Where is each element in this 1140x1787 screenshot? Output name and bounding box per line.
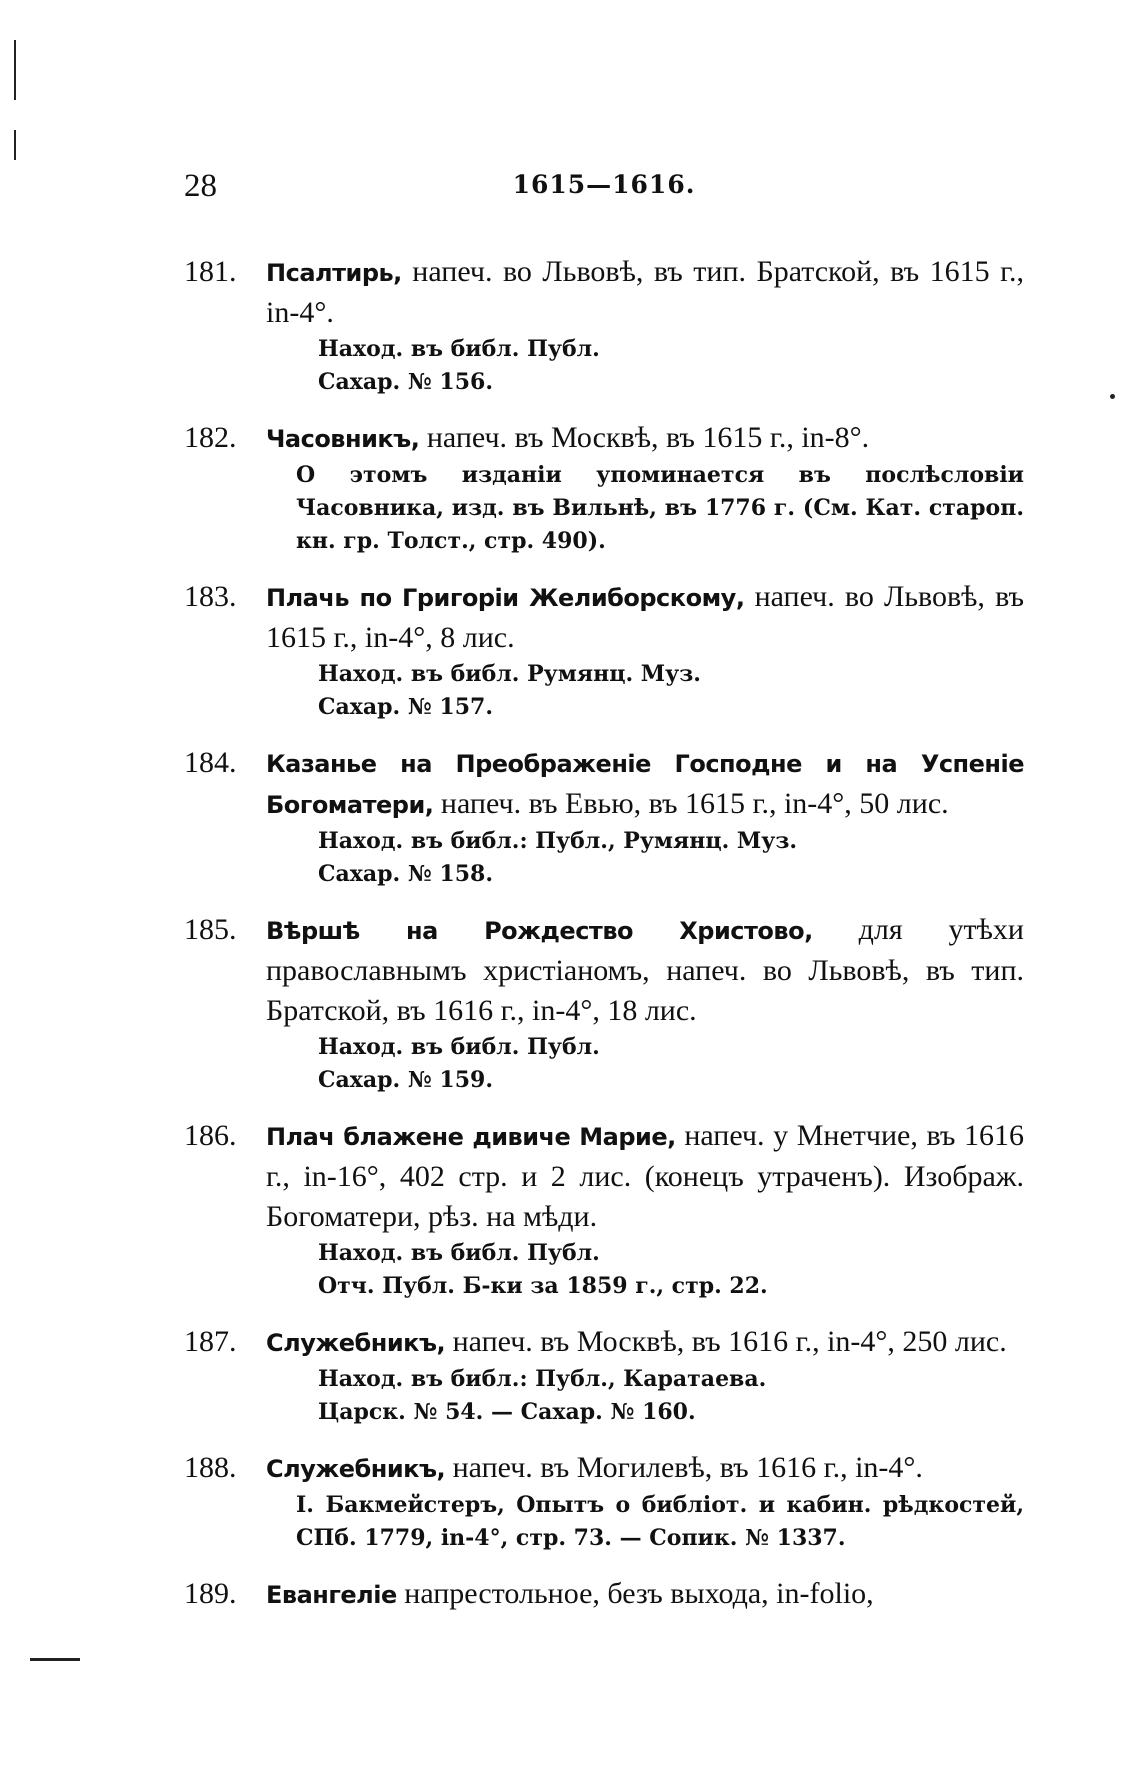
entry-title: Служебникъ, xyxy=(266,1455,446,1483)
entry-title: Плач блажене дивиче Марие, xyxy=(266,1123,676,1151)
entry-number: 189. xyxy=(184,1577,237,1610)
entry-184 xyxy=(184,743,1024,891)
entry-text: напеч. въ Могилевѣ, въ 1616 г., in-4°. xyxy=(445,1451,923,1484)
entry-note: Наход. въ библ.: Публ., Румянц. Муз. xyxy=(318,828,798,854)
entry-number: 186. xyxy=(184,1119,237,1152)
entry-183 xyxy=(184,577,1024,724)
entry-note: Сахар. № 158. xyxy=(318,861,493,887)
entry-181 xyxy=(184,252,1024,399)
entry-title: Служебникъ, xyxy=(266,1329,446,1357)
entry-title: Псалтирь, xyxy=(266,259,402,287)
entry-number: 181. xyxy=(184,255,237,288)
entry-title: Часовникъ, xyxy=(266,425,420,453)
entry-title: Плачь по Григоріи Желиборскому, xyxy=(266,584,745,612)
entry-187 xyxy=(184,1322,1024,1429)
entry-text: напрестольное, безъ выхода, in-folio, xyxy=(396,1577,874,1610)
entry-note: Отч. Публ. Б-ки за 1859 г., стр. 22. xyxy=(318,1273,768,1299)
page-number: 28 xyxy=(184,168,217,204)
entry-number: 183. xyxy=(184,580,237,613)
running-head: 1615—1616. xyxy=(512,170,696,199)
entry-182 xyxy=(184,418,1024,558)
entry-note: Наход. въ библ. Публ. xyxy=(318,1034,600,1060)
entry-text: напеч. у Мнетчие, въ 1616 г., in-16°, 402 стр. и 2 лис. (конецъ утраченъ). Изображ. Богоматери, рѣз. на мѣди. xyxy=(266,1119,1024,1233)
scan-margin-line xyxy=(14,40,16,100)
entry-title: Евангеліе xyxy=(266,1581,397,1609)
entry-note: Сахар. № 157. xyxy=(318,694,493,720)
entry-number: 188. xyxy=(184,1451,237,1484)
entry-186 xyxy=(184,1116,1024,1303)
bibliography-entries xyxy=(184,252,1024,1634)
entry-number: 184. xyxy=(184,746,237,779)
entry-188 xyxy=(184,1448,1024,1555)
scan-margin-line xyxy=(14,130,16,160)
entry-text: напеч. въ Евью, въ 1615 г., in-4°, 50 лис. xyxy=(433,787,949,820)
entry-title: Вѣршѣ на Рождество Христово, xyxy=(266,917,813,945)
entry-text: напеч. во Львовѣ, въ 1615 г., in-4°, 8 лис. xyxy=(266,580,1024,654)
entry-note: Сахар. № 159. xyxy=(318,1067,493,1093)
entry-note: І. Бакмейстеръ, Опытъ о библіот. и кабин. рѣдкостей, СПб. 1779, in-4°, стр. 73. — Сопик. № 1337. xyxy=(296,1492,1024,1551)
entry-number: 187. xyxy=(184,1325,237,1358)
page-header xyxy=(184,168,1024,218)
entry-note: Сахар. № 156. xyxy=(318,369,493,395)
entry-number: 182. xyxy=(184,421,237,454)
entry-text: напеч. въ Москвѣ, въ 1615 г., in-8°. xyxy=(419,421,870,454)
entry-note: Царск. № 54. — Сахар. № 160. xyxy=(318,1399,696,1425)
entry-title: Казанье на Преображеніе Господне и на Успеніе Богоматери, xyxy=(266,750,1024,819)
entry-note: О этомъ изданіи упоминается въ послѣсловіи Часовника, изд. въ Вильнѣ, въ 1776 г. (См. Кат. староп. кн. гр. Толст., стр. 490). xyxy=(296,462,1024,554)
entry-number: 185. xyxy=(184,913,237,946)
entry-text: напеч. въ Москвѣ, въ 1616 г., in-4°, 250 лис. xyxy=(445,1325,1007,1358)
entry-189 xyxy=(184,1574,1024,1615)
entry-note: Наход. въ библ. Публ. xyxy=(318,336,600,362)
scan-speck xyxy=(1110,394,1115,399)
scan-smudge xyxy=(30,1658,80,1661)
entry-185 xyxy=(184,910,1024,1097)
entry-text: напеч. во Львовѣ, въ тип. Братской, въ 1615 г., in-4°. xyxy=(266,255,1024,329)
entry-text: для утѣхи православнымъ христіаномъ, напеч. во Львовѣ, въ тип. Братской, въ 1616 г., in-4°, 18 лис. xyxy=(266,913,1024,1027)
entry-note: Наход. въ библ.: Публ., Каратаева. xyxy=(318,1366,767,1392)
entry-note: Наход. въ библ. Публ. xyxy=(318,1240,600,1266)
entry-note: Наход. въ библ. Румянц. Муз. xyxy=(318,661,701,687)
